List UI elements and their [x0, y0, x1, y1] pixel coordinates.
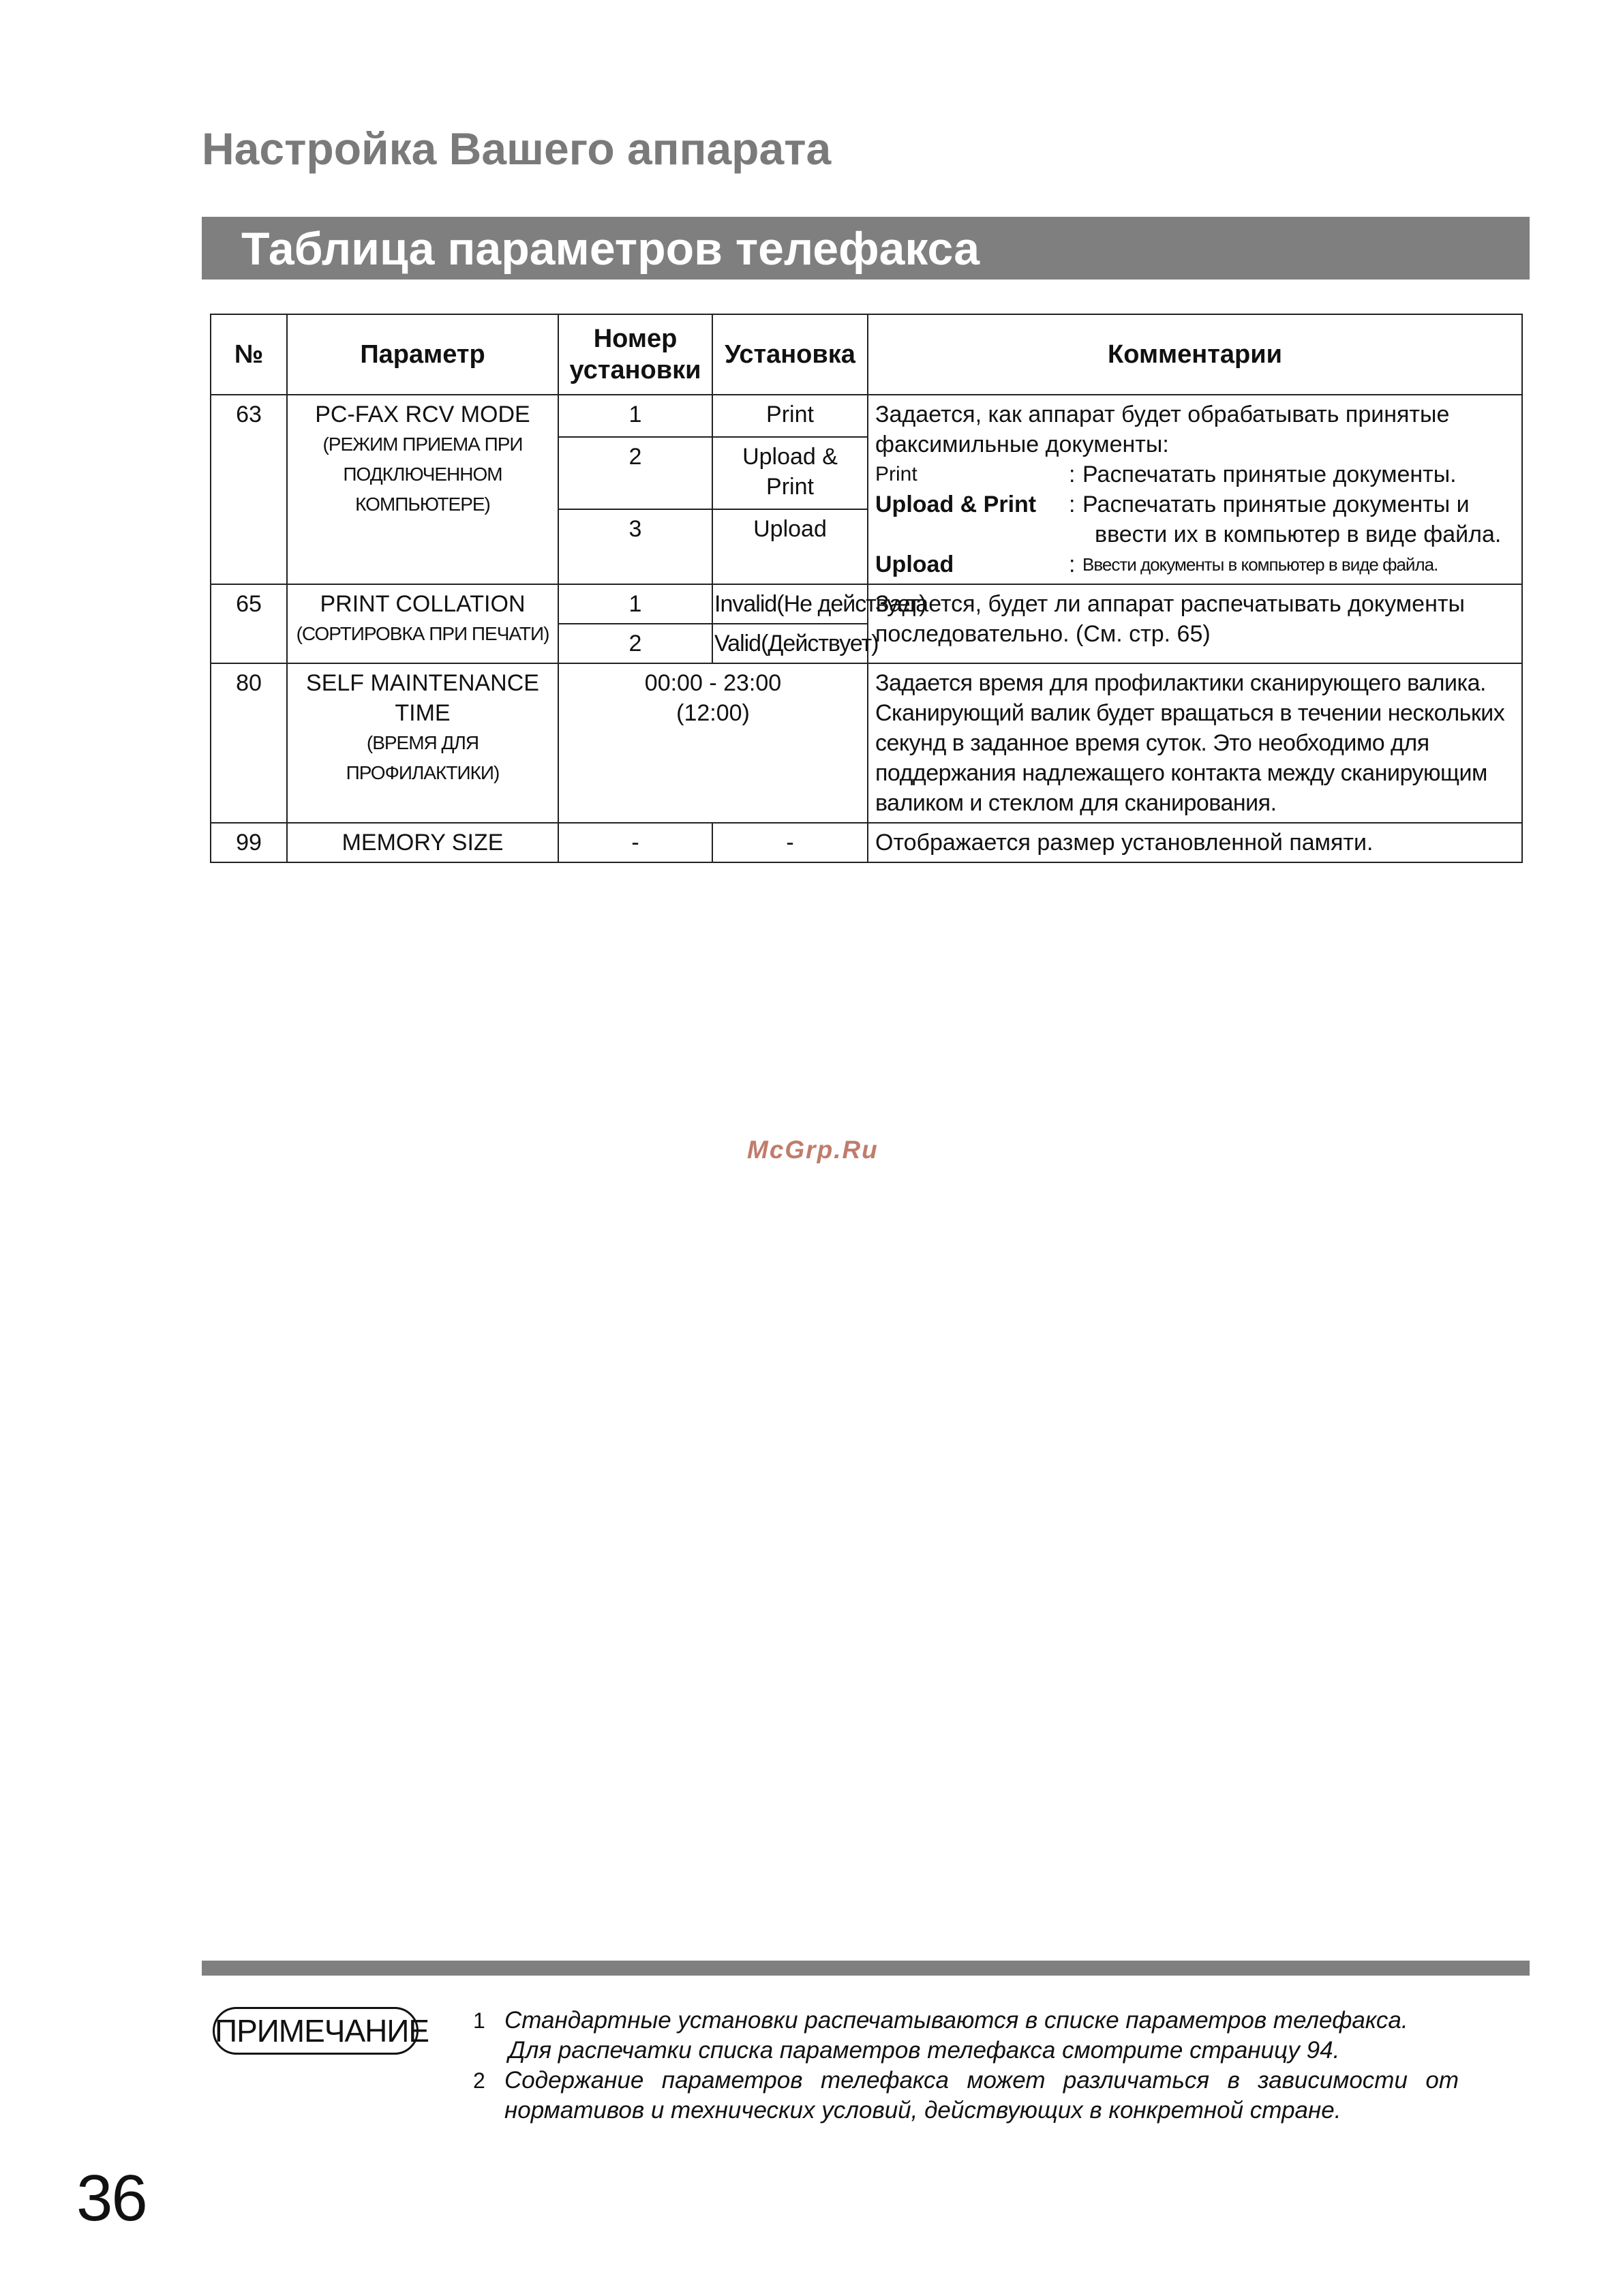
table-row: [211, 823, 1522, 862]
parameter-name: PC-FAX RCV MODE: [315, 402, 530, 427]
note-text-line2: Для распечатки списка параметров телефакса смотрите страницу 94.: [509, 2037, 1340, 2064]
page-title-bar: [202, 217, 1530, 280]
parameter-name: PRINT COLLATION: [320, 591, 526, 617]
setting-value: Upload: [712, 509, 868, 584]
note-text: Стандартные установки распечатываются в списке параметров телефакса.: [504, 2007, 1408, 2034]
note-item: [470, 2066, 1459, 2126]
setting-number: 1: [558, 395, 712, 437]
comment-cell: Отображается размер установленной памяти.: [868, 823, 1522, 862]
setting-number: 1: [558, 584, 712, 624]
definition-term: Upload & Print: [875, 492, 1037, 517]
table-row: [211, 395, 1522, 437]
parameter-description: (РЕЖИМ ПРИЕМА ПРИ ПОДКЛЮЧЕННОМ КОМПЬЮТЕРЕ): [322, 434, 523, 515]
table-header-row: [211, 314, 1522, 395]
row-number: 80: [211, 663, 287, 823]
comment-text: Задается, как аппарат будет обрабатывать принятые факсимильные документы:: [875, 402, 1450, 457]
note-item: [470, 2006, 1459, 2066]
setting-range-cell: [558, 663, 868, 823]
column-header-no: №: [211, 314, 287, 395]
setting-value: -: [712, 823, 868, 862]
definition-text-continued: ввести их в компьютер в виде файла.: [1095, 522, 1502, 547]
watermark: McGrp.Ru: [747, 1136, 879, 1164]
setting-number: -: [558, 823, 712, 862]
setting-value: Print: [712, 395, 868, 437]
parameter-name-line2: TIME: [395, 700, 451, 726]
comment-cell: Задается, будет ли аппарат распечатывать документы последовательно. (См. стр. 65): [868, 584, 1522, 663]
setting-number: 3: [558, 509, 712, 584]
column-header-setting: Установка: [712, 314, 868, 395]
setting-number: 2: [558, 624, 712, 663]
page-title: Таблица параметров телефакса: [241, 223, 980, 275]
setting-number: 2: [558, 437, 712, 509]
row-number: 63: [211, 395, 287, 584]
row-number: 99: [211, 823, 287, 862]
note-number: 2: [473, 2068, 485, 2093]
note-number: 1: [473, 2008, 485, 2033]
parameter-description: (ВРЕМЯ ДЛЯ ПРОФИЛАКТИКИ): [346, 732, 500, 783]
column-header-comments: Комментарии: [868, 314, 1522, 395]
parameter-cell: [287, 395, 558, 584]
definition-text: Распечатать принятые документы и: [1082, 492, 1470, 517]
definition-text: Распечатать принятые документы.: [1082, 462, 1457, 487]
fax-parameters-table: [210, 314, 1523, 863]
definition-item: Upload & Print : Распечатать принятые документы и: [875, 489, 1515, 519]
setting-value: Invalid(Не действует): [712, 584, 868, 624]
note-text: Содержание параметров телефакса может различаться в зависимости от нормативов и технических условий, действующих в конкретной стране.: [504, 2067, 1459, 2124]
notes-list: [470, 2006, 1459, 2126]
row-number: 65: [211, 584, 287, 663]
divider-bar: [202, 1961, 1530, 1976]
definition-term: Upload: [875, 552, 954, 577]
comment-cell: Задается время для профилактики сканирующего валика. Сканирующий валик будет вращаться в течении нескольких секунд в заданное время суток. Это необходимо для поддержания надлежащего контакта между сканирующим валиком и стеклом для сканирования.: [868, 663, 1522, 823]
parameter-name: SELF MAINTENANCE: [306, 670, 539, 696]
parameter-description: (СОРТИРОВКА ПРИ ПЕЧАТИ): [296, 623, 549, 644]
definition-text: Ввести документы в компьютер в виде файла.: [1082, 554, 1438, 575]
comment-cell: [868, 395, 1522, 584]
definition-item: Print : Распечатать принятые документы.: [875, 459, 1515, 489]
note-badge: ПРИМЕЧАНИЕ: [213, 2007, 419, 2055]
setting-value: Upload & Print: [712, 437, 868, 509]
definition-term: Print: [875, 463, 917, 485]
page-number: 36: [76, 2162, 147, 2235]
setting-value: Valid(Действует): [712, 624, 868, 663]
column-header-parameter: Параметр: [287, 314, 558, 395]
column-header-setting-number: Номер установки: [558, 314, 712, 395]
table-row: [211, 584, 1522, 624]
definition-item: Upload : Ввести документы в компьютер в виде файла.: [875, 549, 1515, 579]
setting-default: (12:00): [676, 700, 750, 726]
parameter-cell: [287, 663, 558, 823]
parameter-name: MEMORY SIZE: [287, 823, 558, 862]
table-row: [211, 663, 1522, 823]
parameter-cell: [287, 584, 558, 663]
setting-range: 00:00 - 23:00: [644, 670, 782, 696]
section-title: Настройка Вашего аппарата: [202, 123, 832, 174]
